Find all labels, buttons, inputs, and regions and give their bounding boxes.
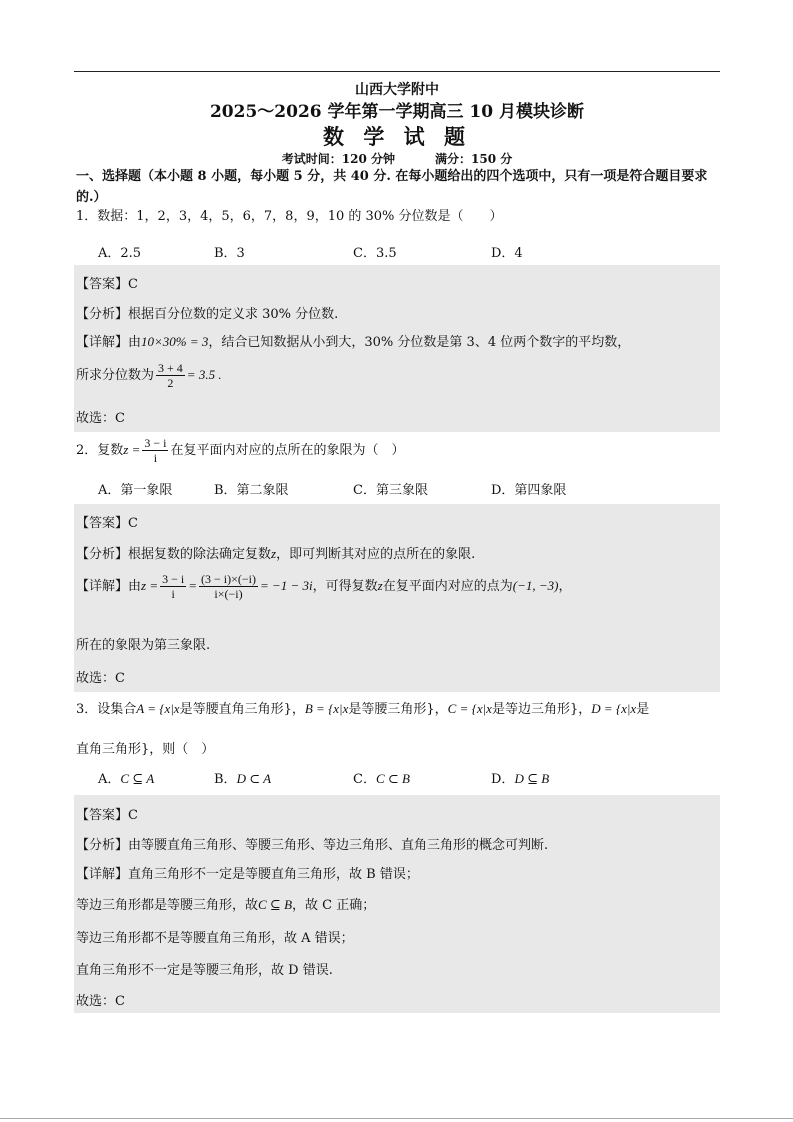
exam-title: 2025～2026 学年第一学期高三 10 月模块诊断 [209,102,585,122]
q3-set-a: A = {x|x [136,701,180,716]
q3-option-a-letter: A． [98,772,121,787]
q2-option-b: B．第二象限 [214,483,289,498]
q3-stem-line-2: 直角三角形}，则（ ） [76,742,215,757]
q3-stem-part: 3．设集合 [76,702,137,717]
q1-option-b: B．3 [214,246,245,261]
q1-detail2-prefix: 所求分位数为 [76,368,155,383]
q3-option-a [98,768,154,787]
q2-option-d: D．第四象限 [491,483,567,498]
q3-option-a-math: C ⊆ A [120,771,155,786]
q3-option-b-math: D ⊂ A [236,771,272,786]
q2-answer: 【答案】C [76,516,138,531]
exam-time: 考试时间：120 分钟 [281,152,395,166]
q3-answer: 【答案】C [76,808,138,823]
q3-option-d-math: D ⊆ B [514,771,550,786]
q1-detail-suffix: ，结合已知数据从小到大，30% 分位数是第 3、4 位两个数字的平均数， [208,335,631,350]
q1-answer: 【答案】C [76,277,138,292]
q2-detail-f1-den: i [171,587,175,601]
q2-detail-point: (−1, −3) [512,578,559,593]
q3-stem-part: 是等腰直角三角形}， [179,702,305,717]
section-title: 一、选择题（本小题 8 小题，每小题 5 分，共 40 分. 在每小题给出的四个选项中，只有一项是符合题目要求的.） [76,169,708,205]
q1-detail-math: 10×30% = 3 [141,334,209,349]
q3-option-d-letter: D． [491,772,515,787]
q3-detail-3: 等边三角形都不是等腰直角三角形，故 A 错误； [76,931,354,946]
q2-detail-end: ， [558,579,572,594]
footer-rule [0,1118,793,1119]
q1-option-a: A．2.5 [98,246,142,261]
q1-detail-prefix: 【详解】由 [76,335,142,350]
q3-choose: 故选：C [76,994,125,1009]
q1-option-c: C．3.5 [353,246,397,261]
q2-detail-fraction-1 [160,572,186,601]
school-name: 山西大学附中 [355,82,439,98]
q2-analysis-suffix: ，即可判断其对应的点所在的象限. [276,547,476,562]
q2-detail-2: 所在的象限为第三象限. [76,638,211,653]
q2-option-c: C．第三象限 [353,483,428,498]
q3-detail2-suffix: ，故 C 正确； [292,898,376,913]
q3-option-c [353,768,410,787]
q2-detail-mid: ，可得复数 [312,579,378,594]
q3-set-b: B = {x|x [304,701,349,716]
q3-set-d: D = {x|x [591,701,637,716]
q2-detail-result: = −1 − 3i [259,578,313,593]
q2-detail-prefix: 【详解】由 [76,579,142,594]
q3-detail-4: 直角三角形不一定是等腰三角形，故 D 错误. [76,963,333,978]
q2-stem-prefix: 2．复数 [76,443,124,458]
q3-option-b-letter: B． [214,772,237,787]
q3-stem-part: 是等腰三角形}， [348,702,448,717]
q2-detail-f2-num: (3 − i)×(−i) [201,572,256,586]
q2-detail-z2: z [377,578,383,593]
q2-choose: 故选：C [76,671,125,686]
q3-analysis: 【分析】由等腰直角三角形、等腰三角形、等边三角形、直角三角形的概念可判断. [76,838,549,853]
q3-option-c-math: C ⊂ B [375,771,410,786]
q2-stem-z: z = [123,442,141,457]
q1-fraction-den: 2 [167,376,174,390]
q3-option-d [491,768,549,787]
q3-detail2-prefix: 等边三角形都是等腰三角形，故 [76,898,259,913]
exam-score: 满分：150 分 [435,152,513,166]
q1-stem: 1．数据：1，2，3，4，5，6，7，8，9，10 的 30% 分位数是（ ） [76,209,503,224]
q1-detail-2 [76,361,222,390]
exam-meta [74,150,720,167]
q2-analysis [76,543,475,562]
q2-detail-fraction-2 [199,572,258,601]
header-rule [74,71,720,72]
q1-fraction [156,361,185,390]
q2-detail-tail: 在复平面内对应的点为 [382,579,513,594]
q1-analysis: 【分析】根据百分位数的定义求 30% 分位数. [76,307,339,322]
q3-option-c-letter: C． [353,772,376,787]
q2-solution-box [74,504,720,692]
q1-option-d: D．4 [491,246,523,261]
q3-stem-part: 是 [636,702,650,717]
q2-analysis-z: z [271,546,277,561]
q2-stem-den: i [153,451,158,465]
q2-stem-suffix: 在复平面内对应的点所在的象限为（ ） [170,443,405,458]
q2-detail: 【详解】由z = $\frac{3 - i}{i}$ = $\frac{(3 - i)\times(-i)}{i\times(-i)}$ = −1 − 3i，可得复数z在复平面内对应的点为(−1, −3)， [76,572,572,601]
q1-choose: 故选：C [76,411,125,426]
q3-detail-1: 【详解】直角三角形不一定是等腰直角三角形，故 B 错误； [76,867,419,882]
q3-detail2-math: C ⊆ B [258,897,293,912]
q3-stem-line-1 [76,698,649,717]
q2-detail-f2-den: i×(−i) [214,587,243,601]
q3-set-c: C = {x|x [447,701,492,716]
q3-detail-2 [76,894,375,913]
q2-detail-f1-num: 3 − i [162,572,185,586]
q3-option-b [214,768,271,787]
q2-stem-fraction [142,436,168,465]
q2-analysis-prefix: 【分析】根据复数的除法确定复数 [76,547,272,562]
q3-solution-box [74,795,720,1013]
subject-title: 数 学 试 题 [323,124,471,149]
q1-detail [76,331,630,350]
q2-stem-num: 3 − i [144,436,167,450]
q1-solution-box [74,265,720,432]
q3-stem-part: 是等边三角形}， [491,702,592,717]
q2-option-a: A．第一象限 [98,483,173,498]
q1-detail2-suffix: = 3.5 . [186,367,222,382]
q2-stem [76,436,405,465]
q2-detail-z: z = [141,578,159,593]
q1-fraction-num: 3 + 4 [158,361,183,375]
